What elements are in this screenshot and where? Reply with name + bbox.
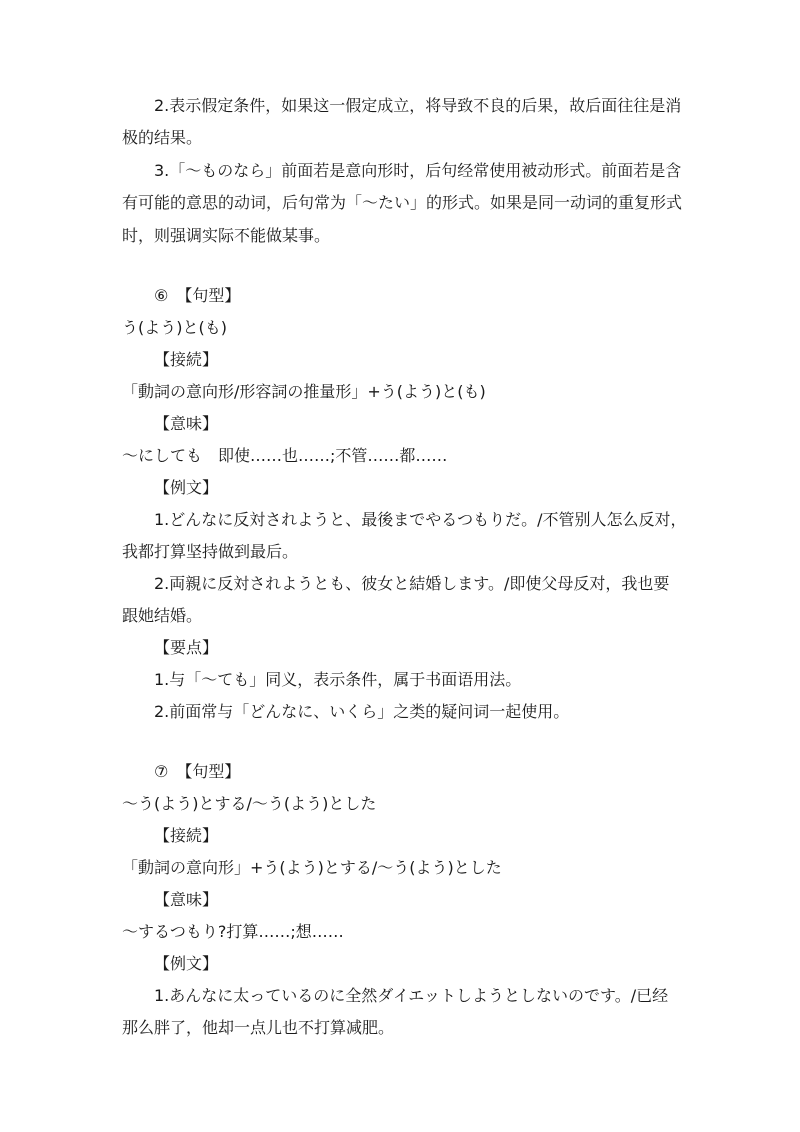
example-line: 那么胖了，他却一点儿也不打算减肥。 xyxy=(122,1018,395,1037)
label-heading: 【例文】 xyxy=(154,478,219,497)
connection-rule: 「動詞の意向形/形容詞の推量形」+う(よう)と(も) xyxy=(122,382,486,401)
paragraph-line: 2.表示假定条件，如果这一假定成立，将导致不良的后果，故后面往往是消 xyxy=(154,96,682,115)
paragraph-line: 极的结果。 xyxy=(122,128,203,147)
meaning-text: ～にしても 即使……也……;不管……都…… xyxy=(122,446,448,465)
example-line: 跟她结婚。 xyxy=(122,606,203,625)
example-line: 2.両親に反対されようとも、彼女と結婚します。/即使父母反对，我也要 xyxy=(154,574,670,593)
label-heading: 【接続】 xyxy=(154,350,219,369)
point-line: 2.前面常与「どんなに、いくら」之类的疑问词一起使用。 xyxy=(154,702,570,721)
example-line: 我都打算坚持做到最后。 xyxy=(122,542,299,561)
paragraph-line: 时，则强调实际不能做某事。 xyxy=(122,226,331,245)
connection-rule: 「動詞の意向形」+う(よう)とする/～う(よう)とした xyxy=(122,858,502,877)
label-heading: 【意味】 xyxy=(154,414,219,433)
point-line: 1.与「～ても」同义，表示条件，属于书面语用法。 xyxy=(154,670,522,689)
meaning-text: ～するつもり?打算……;想…… xyxy=(122,922,344,941)
example-line: 1.どんなに反対されようと、最後までやるつもりだ。/不管别人怎么反对， xyxy=(154,510,687,529)
paragraph-line: 有可能的意思的动词，后句常为「～たい」的形式。如果是同一动词的重复形式 xyxy=(122,193,683,212)
paragraph-line: 3.「～ものなら」前面若是意向形时，后句经常使用被动形式。前面若是含 xyxy=(154,161,682,180)
label-heading: 【例文】 xyxy=(154,954,219,973)
sentence-pattern: ～う(よう)とする/～う(よう)とした xyxy=(122,794,377,813)
label-heading: 【要点】 xyxy=(154,638,219,657)
section-heading: ⑥ 【句型】 xyxy=(154,286,241,305)
label-heading: 【意味】 xyxy=(154,890,219,909)
label-heading: 【接続】 xyxy=(154,826,219,845)
sentence-pattern: う(よう)と(も) xyxy=(122,318,227,337)
section-heading: ⑦ 【句型】 xyxy=(154,762,241,781)
example-line: 1.あんなに太っているのに全然ダイエットしようとしないのです。/已经 xyxy=(154,986,669,1005)
